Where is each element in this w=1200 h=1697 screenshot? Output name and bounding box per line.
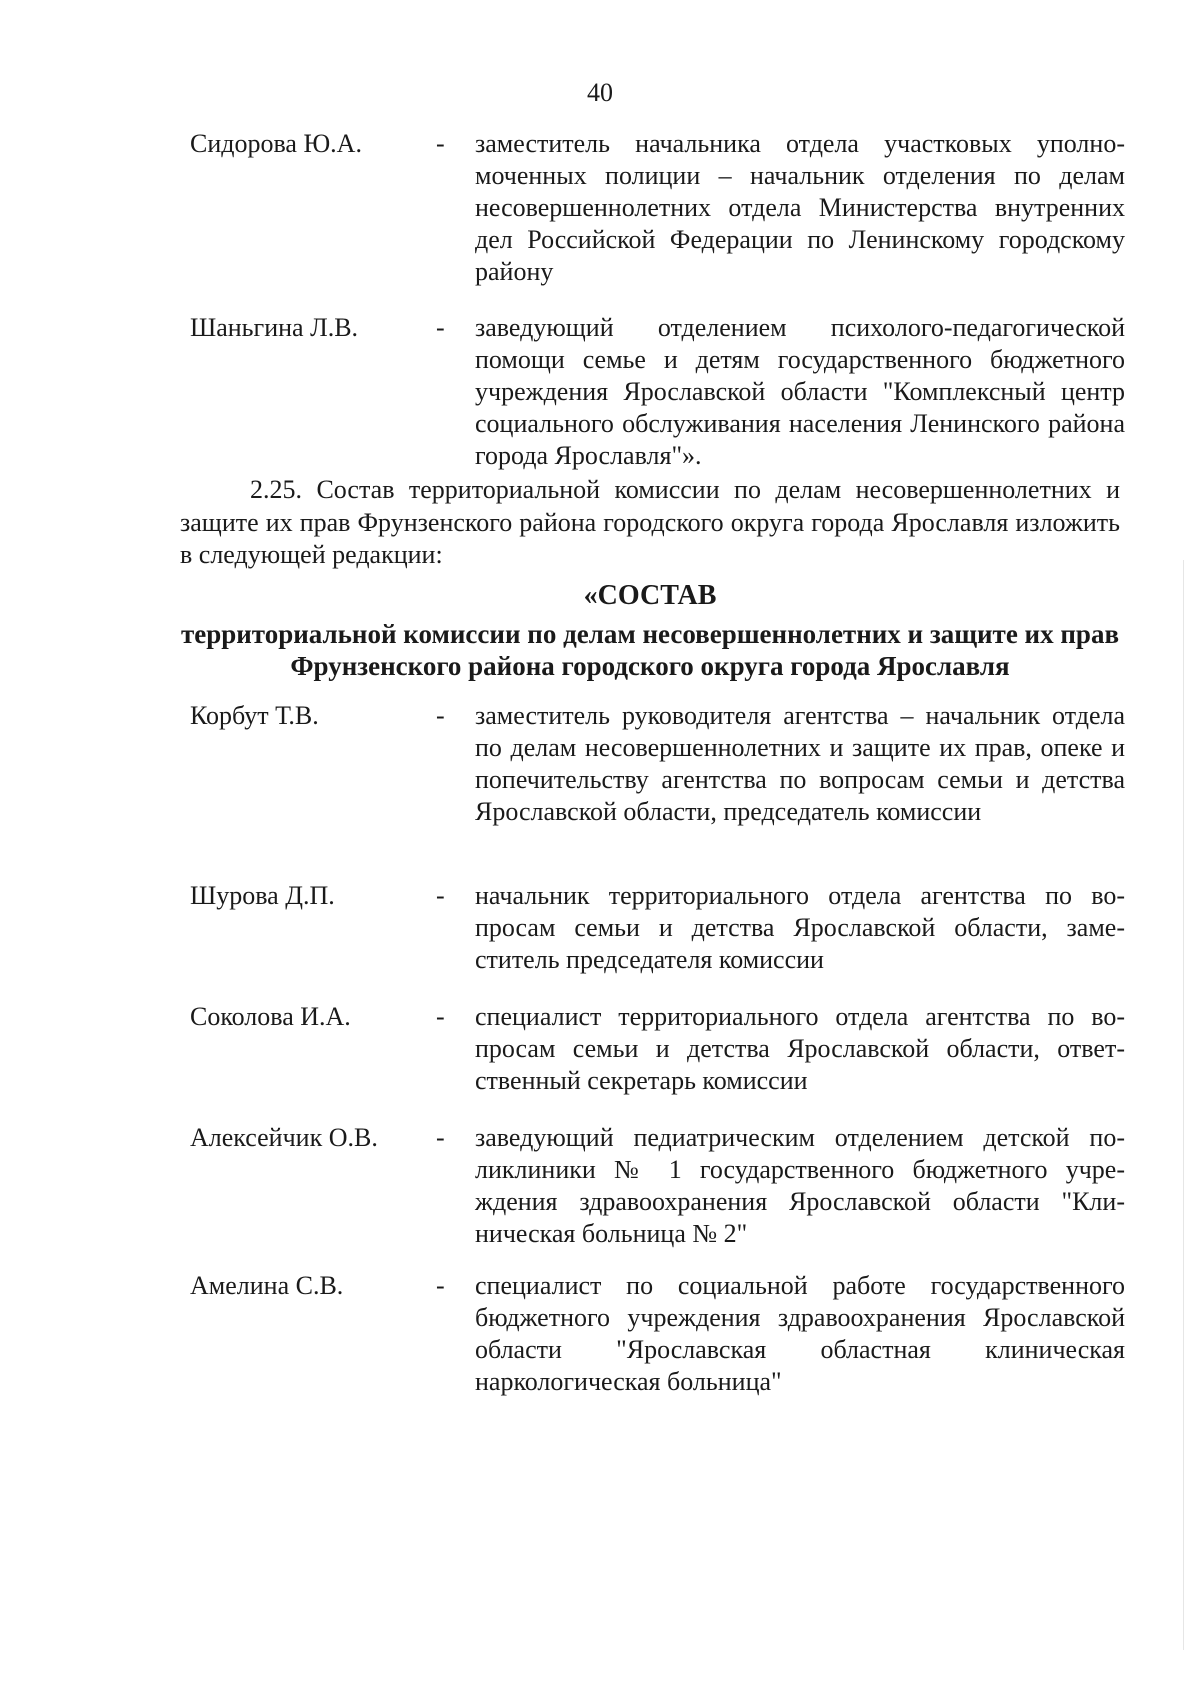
member-name: Корбут Т.В.: [190, 701, 319, 730]
member-description: заместитель руководителя агентства – начальник отдела по делам несовершеннолетних и защите их прав, опеке и попечительству агентства по вопросам семьи и детства Ярославской области, председатель комиссии: [475, 701, 1125, 826]
member-name: Шаньгина Л.В.: [190, 313, 359, 342]
heading-subtitle: территориальной комиссии по делам несовершеннолетних и защите их прав Фрунзенского района городского округа города Ярославля: [180, 619, 1120, 681]
member-dash: -: [436, 701, 445, 730]
member-dash: -: [436, 1123, 445, 1152]
amendment-paragraph: 2.25. Состав территориальной комиссии по делам несовершеннолетних и защите их прав Фрунзенского района городского округа города Ярославля изложить в следующей редакции:: [180, 475, 1120, 569]
member-dash: -: [436, 881, 445, 910]
heading-title: «СОСТАВ: [583, 580, 717, 611]
member-description: заведующий отделением психолого-педагогической помощи семье и детям государственного бюджетного учреждения Ярославской области "Комплексный центр социального обслуживания населения Ленинского района города Ярославля"».: [475, 313, 1125, 470]
member-description: начальник территориального отдела агентства по вопросам семьи и детства Ярославской области, заместитель председателя комиссии: [475, 881, 1125, 974]
member-dash: -: [436, 1271, 445, 1300]
member-description: заведующий педиатрическим отделением детской поликлиники № 1 государственного бюджетного учреждения здравоохранения Ярославской области "Клиническая больница № 2": [475, 1123, 1125, 1248]
member-description: специалист территориального отдела агентства по вопросам семьи и детства Ярославской области, ответственный секретарь комиссии: [475, 1002, 1125, 1095]
member-dash: -: [436, 313, 445, 342]
member-description: специалист по социальной работе государственного бюджетного учреждения здравоохранения Ярославской области "Ярославская областная клиническая наркологическая больница": [475, 1271, 1125, 1396]
page-number: 40: [587, 78, 613, 107]
member-dash: -: [436, 1002, 445, 1031]
member-name: Шурова Д.П.: [190, 881, 335, 910]
member-name: Амелина С.В.: [190, 1271, 344, 1300]
member-name: Соколова И.А.: [190, 1002, 351, 1031]
member-description: заместитель начальника отдела участковых уполномоченных полиции – начальник отделения по делам несовершеннолетних отдела Министерства внутренних дел Российской Федерации по Ленинскому городскому району: [475, 129, 1125, 286]
member-name: Сидорова Ю.А.: [190, 129, 362, 158]
member-dash: -: [436, 129, 445, 158]
member-name: Алексейчик О.В.: [190, 1123, 378, 1152]
scan-margin-line: [1183, 560, 1184, 1650]
composition-heading: [150, 580, 1150, 682]
